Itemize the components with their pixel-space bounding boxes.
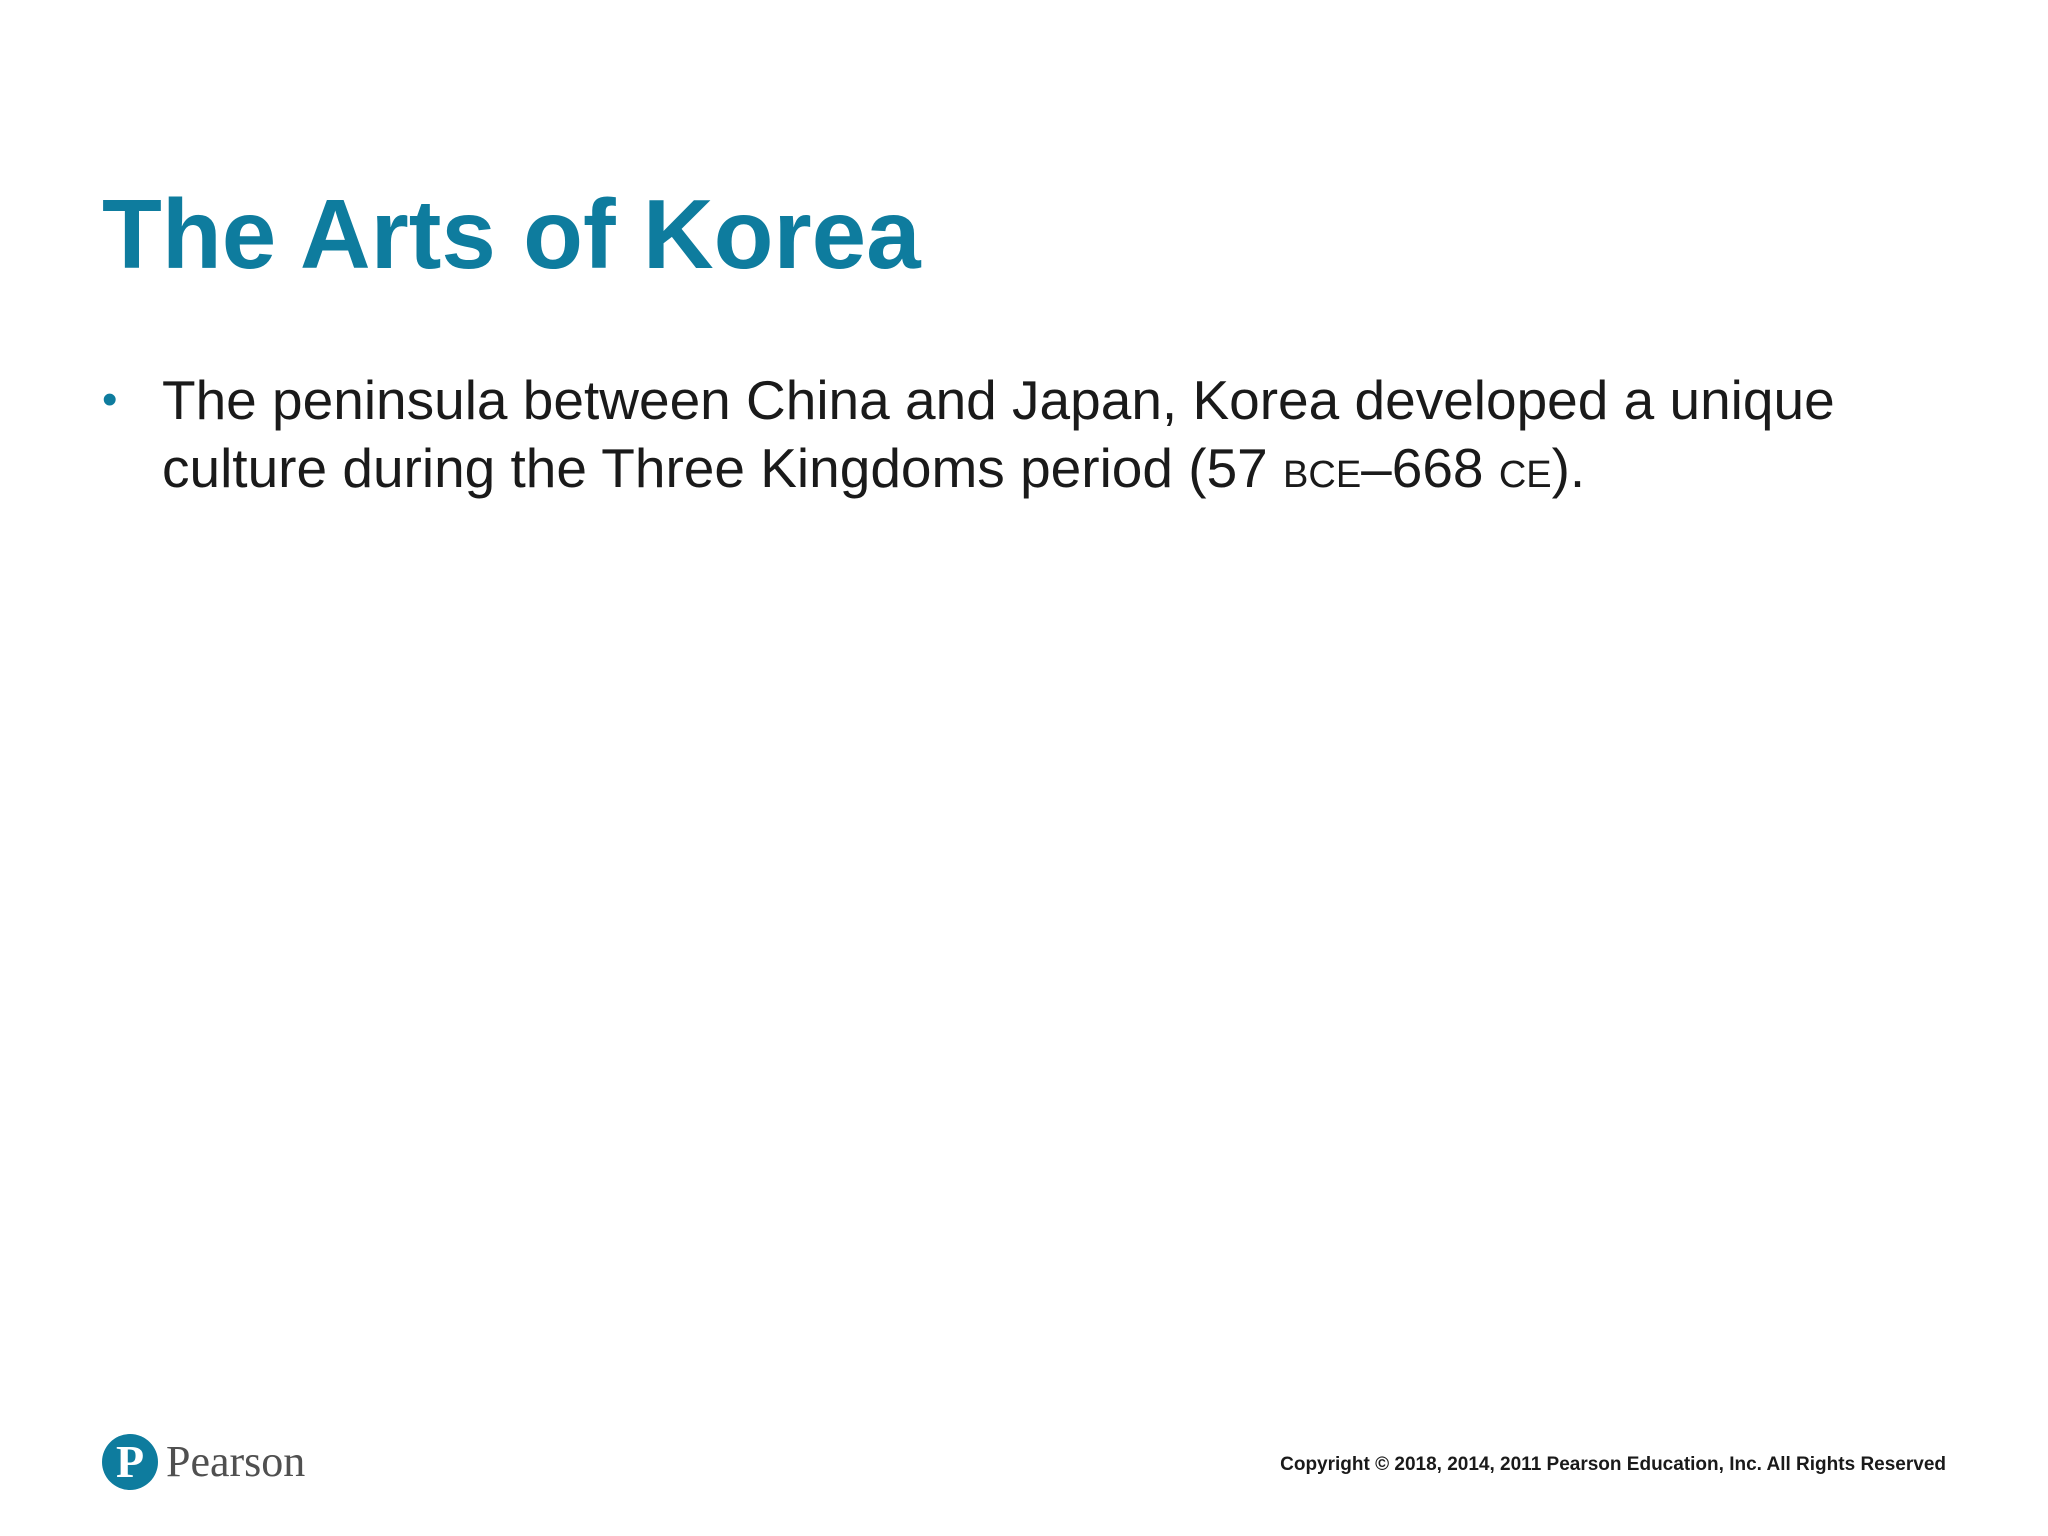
pearson-logo-icon: P: [102, 1434, 158, 1490]
bullet-text-end: ).: [1551, 437, 1586, 499]
copyright-notice: Copyright © 2018, 2014, 2011 Pearson Education, Inc. All Rights Reserved: [1280, 1454, 1946, 1475]
slide-title: The Arts of Korea: [102, 179, 921, 289]
bullet-text-middle: –668: [1361, 437, 1499, 499]
bullet-list: [102, 366, 1962, 509]
bullet-dot-icon: •: [102, 375, 118, 424]
pearson-logo-wordmark: Pearson: [166, 1437, 306, 1486]
bullet-item: [102, 366, 1962, 509]
bullet-text-start: The peninsula between China and Japan, Korea developed a unique culture during the Three Kingdoms period (57: [162, 369, 1835, 499]
era-bce-label: BCE: [1283, 454, 1362, 496]
pearson-logo: [102, 1428, 305, 1496]
era-ce-label: CE: [1498, 454, 1552, 496]
